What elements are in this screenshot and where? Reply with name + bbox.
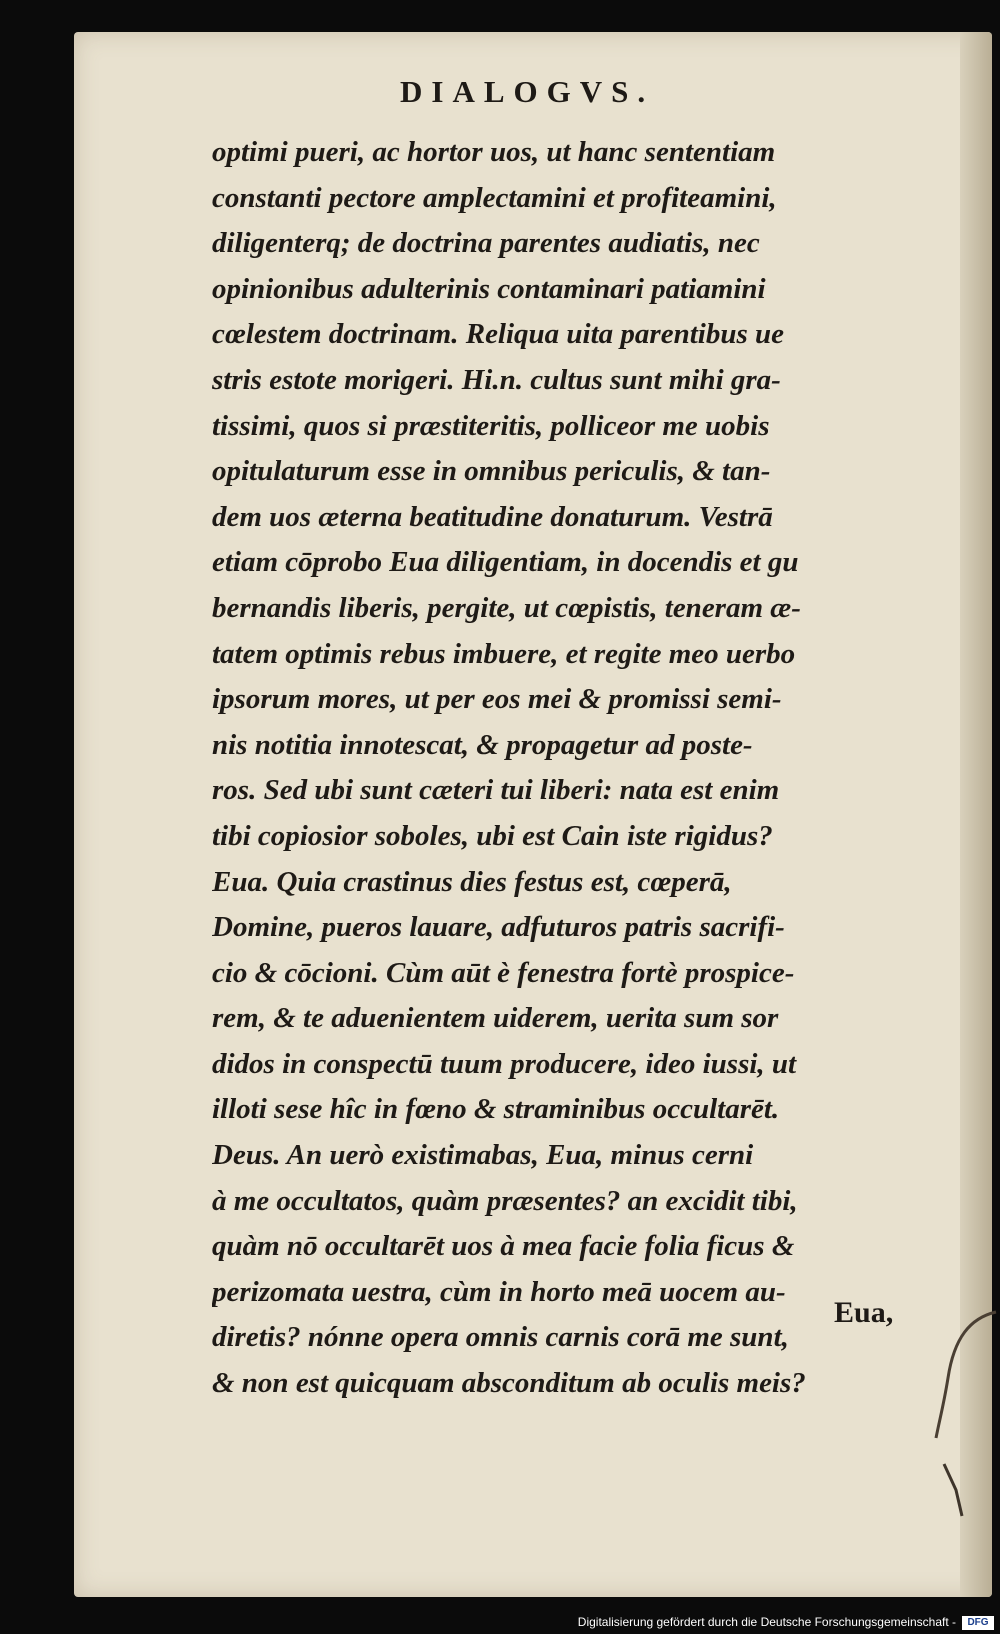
text-line: etiam cōprobo Eua diligentiam, in docendis et gu: [212, 546, 799, 579]
text-line: perizomata uestra, cùm in horto meā uocem au-: [212, 1275, 786, 1308]
text-line: bernandis liberis, pergite, ut cœpistis, teneram æ-: [212, 591, 801, 624]
text-line: illoti sese hîc in fœno & straminibus occultarēt.: [212, 1093, 780, 1126]
page-crease-mark: [930, 1308, 1000, 1448]
digitization-credit: Digitalisierung gefördert durch die Deutsche Forschungsgemeinschaft -: [577, 1615, 956, 1629]
text-line: à me occultatos, quàm præsentes? an excidit tibi,: [212, 1184, 798, 1217]
text-line: Deus. An uerò existimabas, Eua, minus cerni: [212, 1139, 754, 1172]
body-text: [212, 130, 922, 1407]
text-line: opinionibus adulterinis contaminari patiamini: [212, 272, 766, 305]
catchword: Eua,: [834, 1296, 894, 1329]
page-tear-mark: [940, 1460, 970, 1520]
text-line: rem, & te aduenientem uiderem, uerita sum sor: [212, 1002, 779, 1035]
text-line: ipsorum mores, ut per eos mei & promissi semi-: [212, 683, 782, 716]
text-line: quàm nō occultarēt uos à mea facie folia ficus &: [212, 1230, 795, 1263]
text-line: Domine, pueros lauare, adfuturos patris sacrifi-: [212, 911, 785, 944]
text-line: dem uos æterna beatitudine donaturum. Vestrā: [212, 500, 773, 533]
text-line: diretis? nónne opera omnis carnis corā me sunt,: [212, 1321, 789, 1354]
text-line: opitulaturum esse in omnibus periculis, & tan-: [212, 455, 771, 488]
text-line: & non est quicquam absconditum ab oculis meis?: [212, 1367, 806, 1400]
text-line: cœlestem doctrinam. Reliqua uita parentibus ue: [212, 318, 784, 351]
text-line: tibi copiosior soboles, ubi est Cain iste rigidus?: [212, 819, 773, 852]
text-line: constanti pectore amplectamini et profiteamini,: [212, 181, 777, 214]
text-line: tatem optimis rebus imbuere, et regite meo uerbo: [212, 637, 796, 670]
dfg-logo: DFG: [962, 1616, 994, 1630]
text-line: diligenterq; de doctrina parentes audiatis, nec: [212, 227, 760, 260]
text-line: nis notitia innotescat, & propagetur ad poste-: [212, 728, 753, 761]
text-line: tissimi, quos si præstiteritis, polliceor me uobis: [212, 409, 770, 442]
running-title: DIALOGVS.: [400, 74, 655, 109]
text-line: optimi pueri, ac hortor uos, ut hanc sententiam: [212, 136, 776, 168]
text-line: ros. Sed ubi sunt cæteri tui liberi: nata est enim: [212, 774, 780, 807]
text-line: Eua. Quia crastinus dies festus est, cœperā,: [212, 865, 732, 898]
text-line: didos in conspectū tuum producere, ideo iussi, ut: [212, 1047, 797, 1080]
text-line: cio & cōcioni. Cùm aūt è fenestra fortè prospice-: [212, 956, 795, 989]
text-line: stris estote morigeri. Hi.n. cultus sunt mihi gra-: [212, 363, 781, 396]
